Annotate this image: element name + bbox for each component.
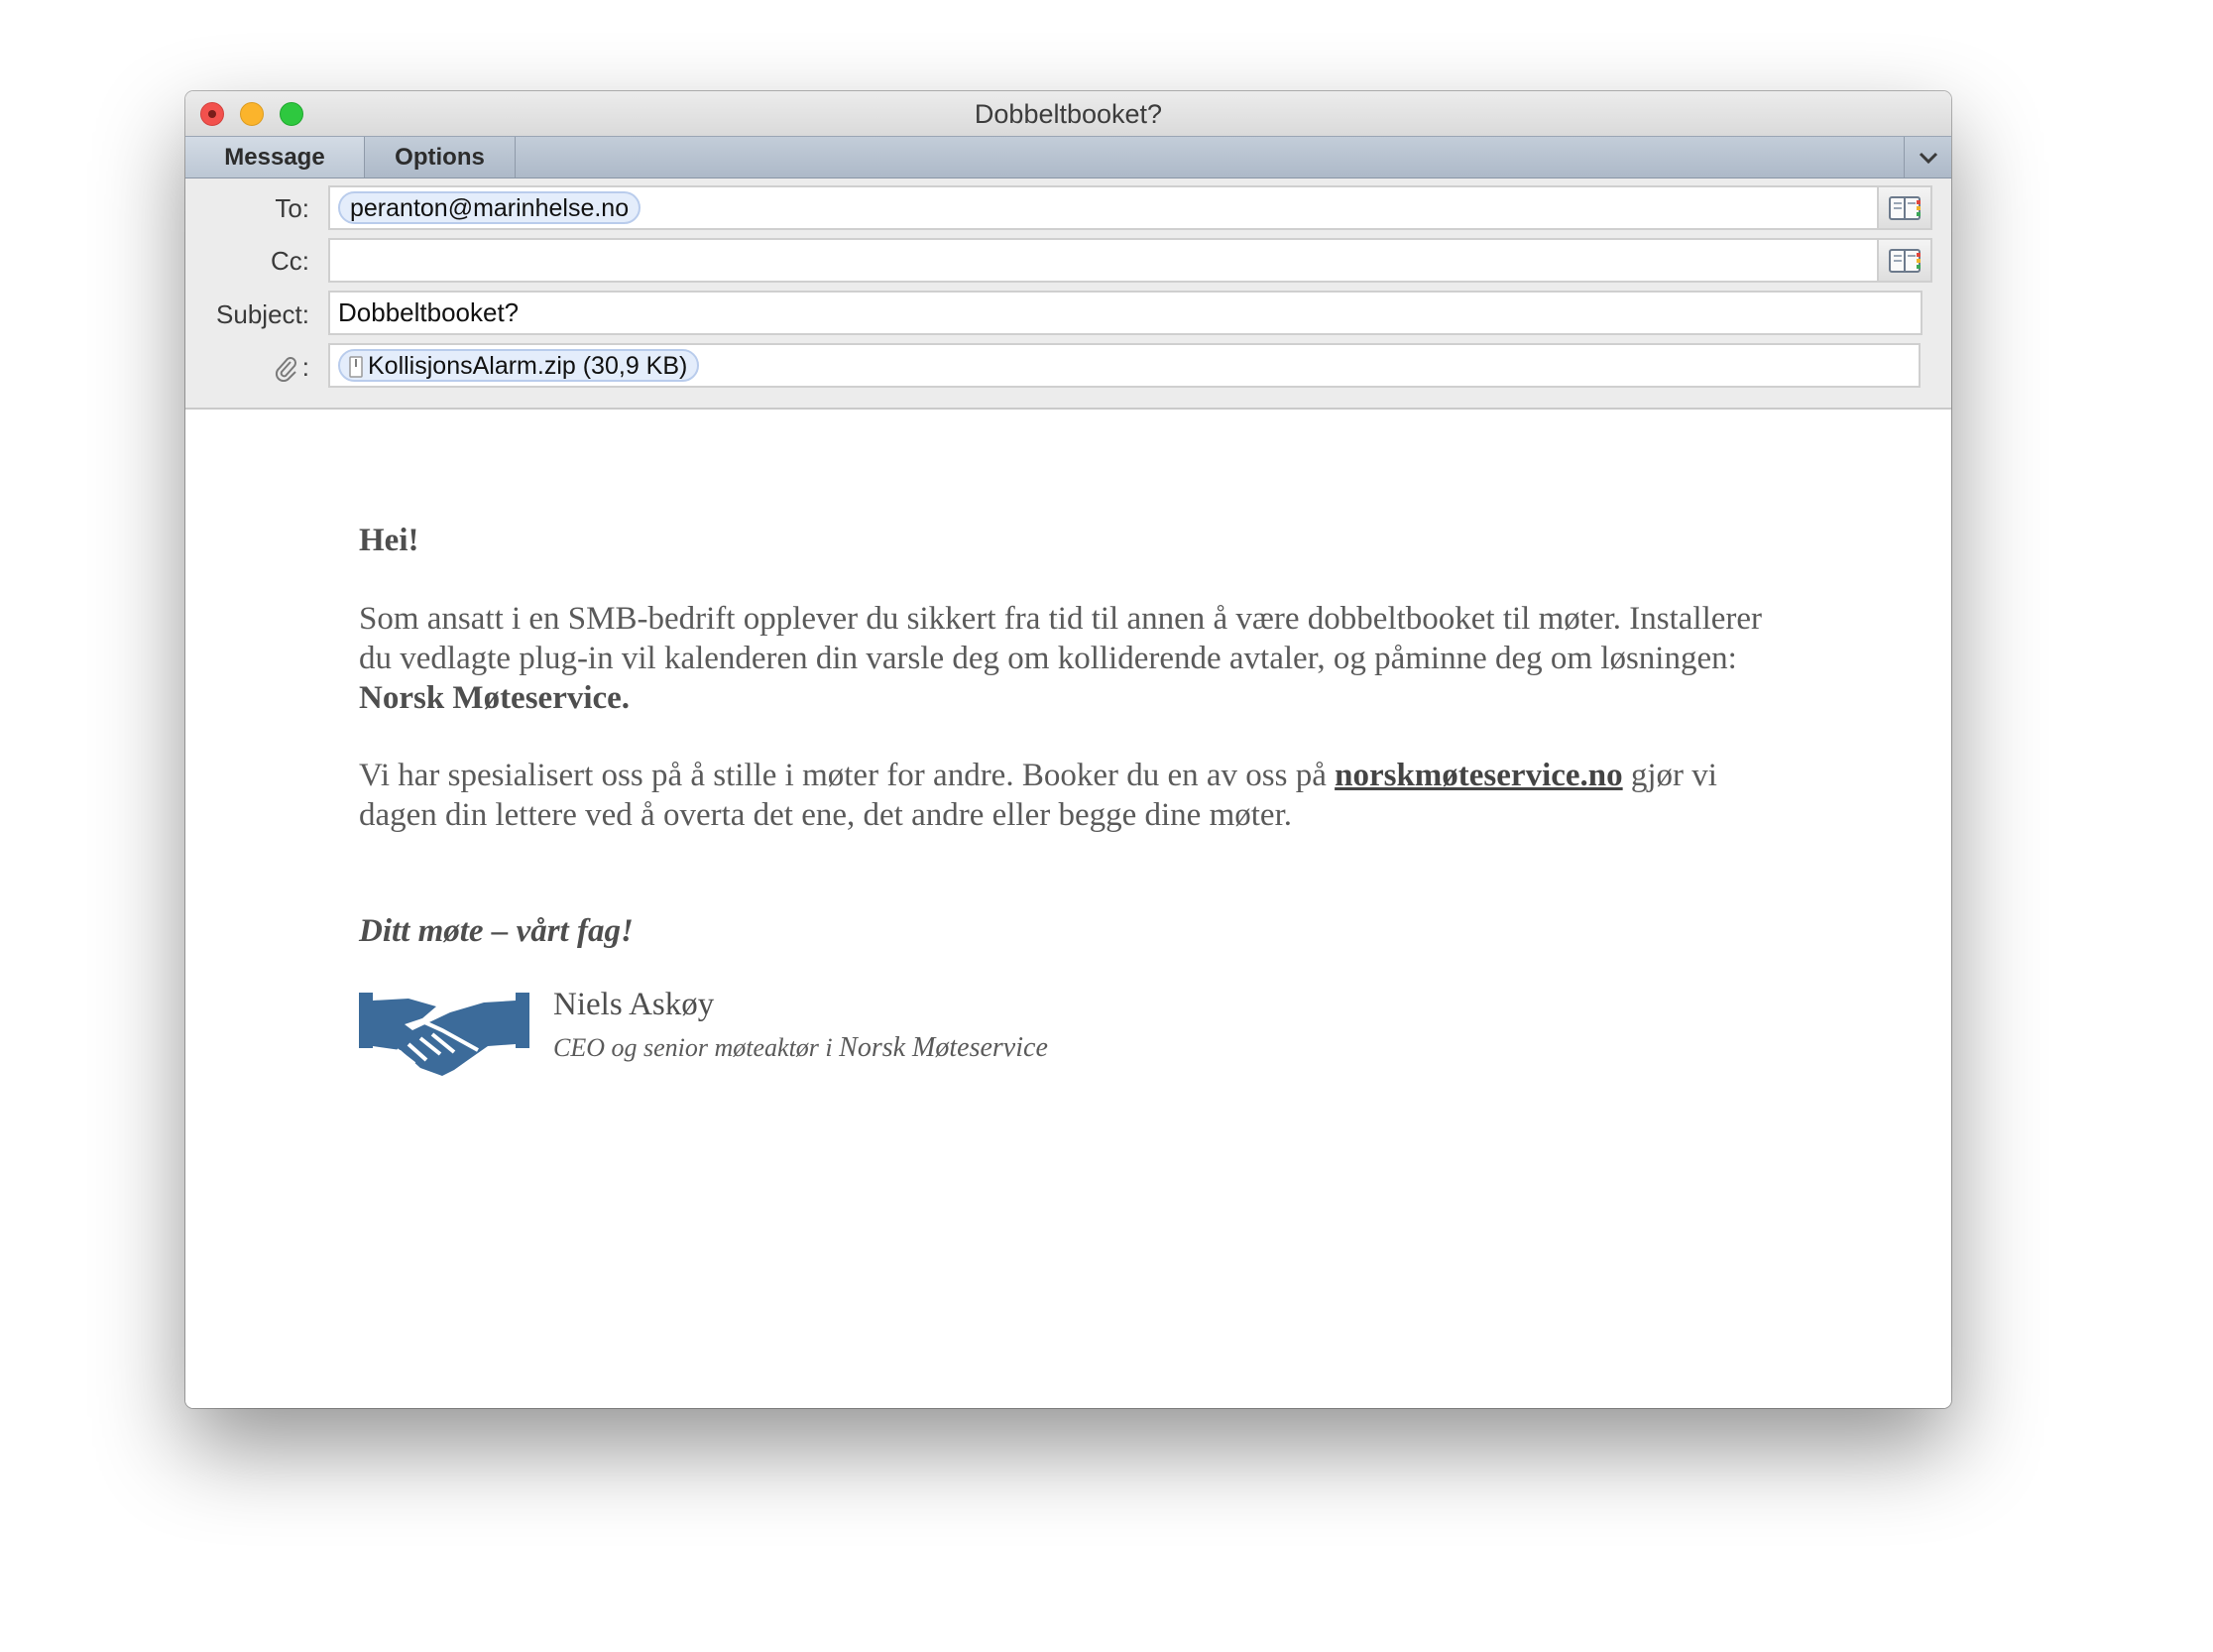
recipient-token[interactable]: peranton@marinhelse.no xyxy=(338,191,641,224)
file-icon xyxy=(348,355,364,379)
tab-message[interactable]: Message xyxy=(185,137,365,177)
signature-company: Norsk Møteservice xyxy=(839,1032,1048,1063)
signature-role-prefix: CEO og senior møteaktør i xyxy=(553,1033,833,1062)
subject-field[interactable] xyxy=(328,291,1922,335)
attachment-name: KollisjonsAlarm.zip (30,9 KB) xyxy=(368,352,688,380)
paperclip-icon xyxy=(275,356,298,382)
address-book-icon xyxy=(1888,194,1922,222)
greeting: Hei! xyxy=(359,523,419,558)
ribbon-toggle-button[interactable] xyxy=(1904,137,1951,177)
subject-value: Dobbeltbooket? xyxy=(338,297,520,327)
handshake-logo xyxy=(359,991,529,1082)
paragraph-intro-text: Som ansatt i en SMB-bedrift opplever du sikkert fra tid til annen å være dobbeltbooket til møter. Installerer du vedlagte plug-in vil kalenderen din varsle deg om kolliderende avtaler, og påminne deg om løsningen: xyxy=(359,601,1763,676)
slogan: Ditt møte – vårt fag! xyxy=(359,913,634,949)
to-address-book-button[interactable] xyxy=(1877,187,1930,228)
message-headers xyxy=(185,178,1951,410)
chevron-down-icon xyxy=(1919,151,1938,165)
compose-window xyxy=(185,91,1951,1408)
company-name-bold: Norsk Møteservice. xyxy=(359,680,631,716)
paragraph-intro xyxy=(359,599,1767,718)
attachment-label xyxy=(185,352,309,383)
ribbon-tab-bar xyxy=(185,136,1951,178)
paragraph-service xyxy=(359,756,1767,835)
tab-options[interactable]: Options xyxy=(365,137,516,177)
attachment-field[interactable] xyxy=(328,343,1921,388)
address-book-icon xyxy=(1888,247,1922,275)
paragraph-service-start: Vi har spesialisert oss på å stille i møter for andre. Booker du en av oss på xyxy=(359,758,1327,793)
cc-address-book-button[interactable] xyxy=(1877,240,1930,281)
attachment-token[interactable] xyxy=(338,349,699,382)
website-link[interactable]: norskmøteservice.no xyxy=(1335,758,1623,793)
window-title: Dobbeltbooket? xyxy=(974,99,1163,129)
to-label: To: xyxy=(275,193,309,223)
cc-field[interactable] xyxy=(328,238,1932,283)
subject-label: Subject: xyxy=(216,299,309,329)
to-field[interactable] xyxy=(328,185,1932,230)
cc-label: Cc: xyxy=(271,246,309,276)
title-bar[interactable] xyxy=(185,91,1951,136)
paragraph-service-end: gjør vi dagen din lettere ved å overta det ene, det andre eller begge dine møter. xyxy=(359,758,1717,833)
signature-role xyxy=(553,1032,1048,1064)
attachment-label-colon: : xyxy=(301,352,309,382)
signature-name: Niels Askøy xyxy=(553,987,715,1022)
message-body[interactable] xyxy=(185,410,1951,1408)
